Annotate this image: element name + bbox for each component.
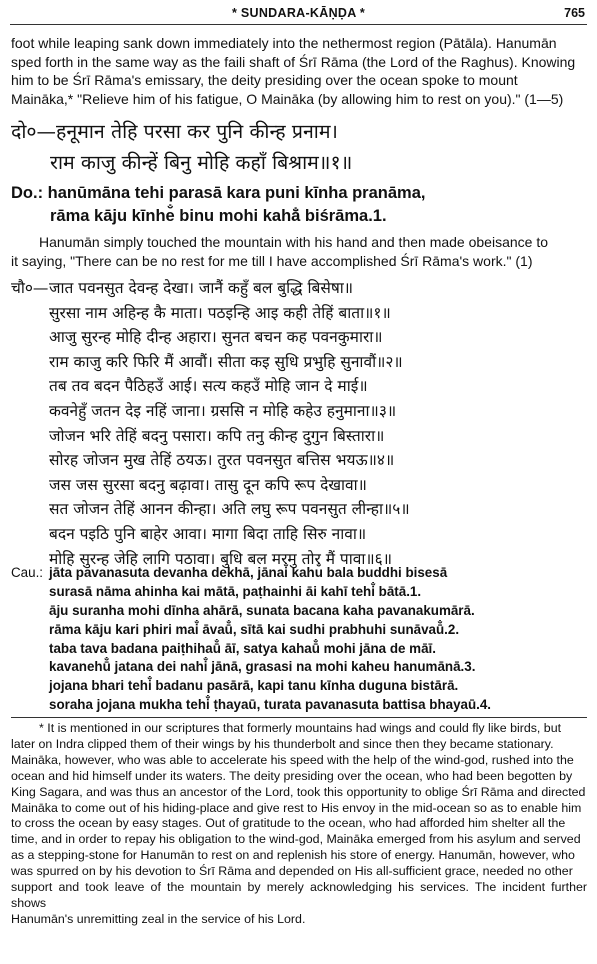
doha-roman-line-1: Do.: hanūmāna tehi parasā kara puni kīnha pranāma, bbox=[11, 184, 426, 202]
chaupai-line bbox=[11, 399, 591, 424]
cau-text: jāta pavanasuta devanha dekhā, jānai̐ kahu̐ bala buddhi bisesā bbox=[49, 565, 448, 580]
translation-paragraph bbox=[11, 233, 587, 270]
chaupai-text: सोरह जोजन मुख तेहिं ठयऊ। तुरत पवनसुत बत्तिस भयऊ॥४॥ bbox=[49, 451, 395, 470]
chaupai-text: जस जस सुरसा बदनु बढ़ावा। तासु दून कपि रूप देखावा॥ bbox=[49, 475, 367, 494]
chaupai-line bbox=[11, 424, 591, 449]
cau-line bbox=[11, 697, 591, 716]
chaupai-roman bbox=[11, 565, 591, 716]
chaupai-line bbox=[11, 522, 591, 547]
header-rule bbox=[10, 24, 587, 25]
footnote-line: time, and in order to repay his obligation to the wind-god, Maināka emerged from his asylum and served bbox=[11, 832, 581, 847]
cau-text: jojana bhari tehi̐ badanu pasārā, kapi tanu kīnha duguna bistārā. bbox=[49, 678, 459, 694]
cau-text: āju suranha mohi dīnha ahārā, sunata bacana kaha pavanakumārā. bbox=[49, 602, 475, 618]
footnote-line: support and took leave of the mountain by merely acknowledging his services. The incident further shows bbox=[11, 880, 587, 910]
chaupai-line bbox=[11, 325, 591, 350]
chaupai-line bbox=[11, 374, 591, 399]
cau-text: rāma kāju kari phiri mai̐ āvaū̐, sītā kai sudhi prabhuhi sunāvaū̐.2. bbox=[49, 621, 460, 637]
doha-roman-line-2: rāma kāju kīnhe̐ binu mohi kahā̐ biśrāma.1. bbox=[50, 207, 387, 225]
running-title: * SUNDARA-KĀṆḌA * bbox=[231, 6, 366, 20]
cau-line bbox=[11, 565, 591, 584]
intro-line: him to be Śrī Rāma's emissary, the deity presiding over the ocean spoke to mount bbox=[11, 72, 518, 88]
footnote-line: King Sagara, and was thus an ancestor of the Lord, took this opportunity to oblige Śrī Rāma and directed bbox=[11, 784, 586, 799]
cau-text: soraha jojana mukha tehi̐ ṭhayaū, turata pavanasuta battisa bhayaū.4. bbox=[49, 697, 492, 713]
chaupai-text: बदन पइठि पुनि बाहेर आवा। मागा बिदा ताहि सिरु नावा॥ bbox=[49, 524, 367, 543]
page-number: 765 bbox=[564, 6, 585, 20]
footnote-line: to cross the ocean by easy stages. Out of gratitude to the ocean, who had afforded him shelter all the bbox=[11, 816, 566, 831]
cau-line bbox=[11, 678, 591, 697]
cau-text: kavanehū̐ jatana dei nahi̐ jānā, grasasi na mohi kaheu hanumānā.3. bbox=[49, 659, 476, 675]
intro-paragraph bbox=[11, 34, 587, 108]
chaupai-text: राम काजु करि फिरि मैं आवौं। सीता कइ सुधि प्रभुहि सुनावौं॥२॥ bbox=[49, 352, 403, 371]
cau-text: surasā nāma ahinha kai mātā, paṭhainhi āi kahī tehi̐ bātā.1. bbox=[49, 583, 422, 599]
chaupai-text: तब तव बदन पैठिहउँ आई। सत्य कहउँ मोहि जान दे माई॥ bbox=[49, 377, 368, 396]
chaupai-text: सत जोजन तेहिं आनन कीन्हा। अति लघु रूप पवनसुत लीन्हा॥५॥ bbox=[49, 500, 410, 519]
doha-devanagari-line-2: राम काजु कीन्हें बिनु मोहि कहाँ बिश्राम॥१॥ bbox=[50, 151, 353, 174]
footnote-line: later on Indra clipped them of their wings by his thunderbolt and since then they became stationary. bbox=[11, 736, 554, 751]
doha-devanagari-line-1: दो०—हनूमान तेहि परसा कर पुनि कीन्ह प्रनाम। bbox=[11, 120, 338, 143]
chaupai-text: जोजन भरि तेहिं बदनु पसारा। कपि तनु कीन्ह दुगुन बिस्तारा॥ bbox=[49, 426, 385, 445]
footnote-line: as a stepping-stone for Hanumān to rest on and replenish his store of energy. Hanumān, however, who bbox=[11, 848, 575, 863]
intro-line: sped forth in the same way as the faili shaft of Śrī Rāma (the Lord of the Raghus). Knowing bbox=[11, 53, 576, 70]
footnote bbox=[11, 721, 587, 928]
translation-line: Hanumān simply touched the mountain with his hand and then made obeisance to bbox=[39, 234, 548, 250]
cau-text: taba tava badana paiṭhihaū̐ āī, satya kahaū̐ mohi jāna de māī. bbox=[49, 640, 436, 656]
cau-line bbox=[11, 641, 591, 660]
chaupai-line bbox=[11, 301, 591, 326]
footnote-rule bbox=[11, 717, 587, 718]
chaupai-line bbox=[11, 276, 591, 301]
footnote-line: was spurred on by his devotion to Śrī Rāma and depended on His all-sufficient grace, needed no other bbox=[11, 864, 573, 879]
footnote-line: Maināka to come out of his hiding-place and give rest to His envoy in the mid-ocean so as to enable him bbox=[11, 800, 582, 815]
cau-line bbox=[11, 603, 591, 622]
translation-line: it saying, "There can be no rest for me till I have accomplished Śrī Rāma's work." (1) bbox=[11, 252, 533, 269]
chaupai-devanagari bbox=[11, 276, 591, 571]
chaupai-text: कवनेहुँ जतन देइ नहिं जाना। ग्रससि न मोहि कहेउ हनुमाना॥३॥ bbox=[49, 401, 397, 420]
cau-line bbox=[11, 584, 591, 603]
cau-label: Cau.: bbox=[11, 565, 44, 580]
footnote-line: Hanumān's unremitting zeal in the service of his Lord. bbox=[11, 911, 306, 926]
chaupai-text: सुरसा नाम अहिन्ह कै माता। पठइन्हि आइ कही तेहिं बाता॥१॥ bbox=[49, 303, 391, 322]
chaupai-text: जात पवनसुत देवन्ह देखा। जानैं कहुँ बल बुद्धि बिसेषा॥ bbox=[49, 279, 354, 297]
chaupai-line bbox=[11, 350, 591, 375]
chaupai-line bbox=[11, 473, 591, 498]
chaupai-text: आजु सुरन्ह मोहि दीन्ह अहारा। सुनत बचन कह पवनकुमारा॥ bbox=[49, 328, 383, 347]
chaupai-text: मोहि सुरन्ह जेहि लागि पठावा। बुधि बल मरमु तोर मैं पावा॥६॥ bbox=[49, 549, 392, 568]
chaupai-line bbox=[11, 497, 591, 522]
cau-line bbox=[11, 659, 591, 678]
footnote-line: Maināka, however, who was able to accelerate his speed with the help of the wind-god, rushed into the bbox=[11, 752, 574, 767]
intro-line: Maināka,* "Relieve him of his fatigue, O Maināka (by allowing him to rest on you)." (1—5) bbox=[11, 90, 564, 107]
chaupai-label: चौ०— bbox=[11, 279, 49, 297]
cau-line bbox=[11, 622, 591, 641]
footnote-line: ocean and hid himself under its waters. The deity presiding over the ocean, who had been begotten by bbox=[11, 768, 573, 783]
intro-line: foot while leaping sank down immediately into the nethermost region (Pātāla). Hanumān bbox=[11, 35, 557, 51]
page-header bbox=[10, 6, 587, 22]
chaupai-line bbox=[11, 448, 591, 473]
footnote-line: * It is mentioned in our scriptures that formerly mountains had wings and could fly like birds, but bbox=[39, 721, 562, 735]
